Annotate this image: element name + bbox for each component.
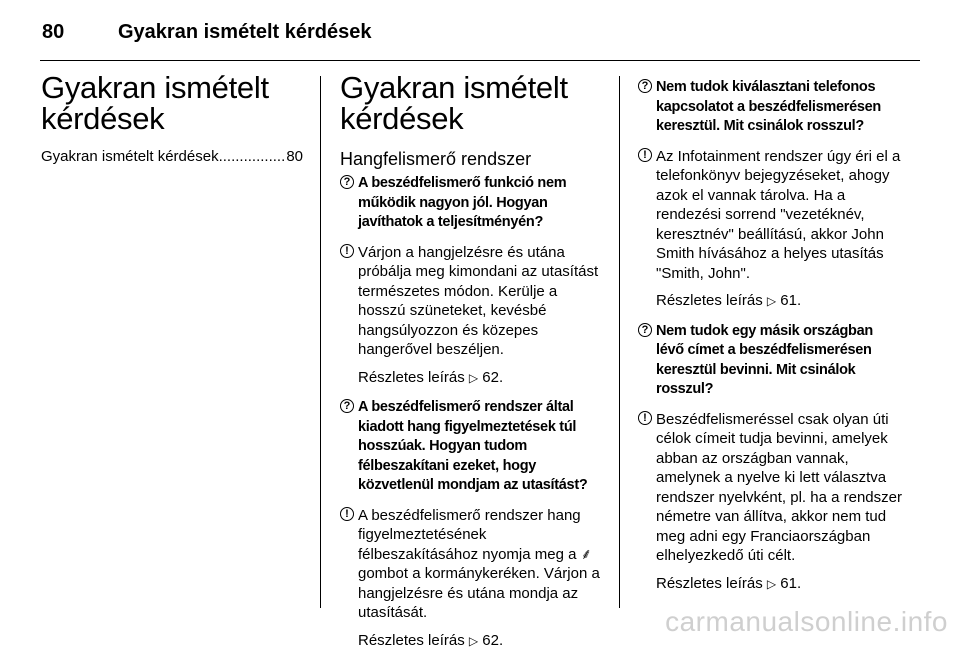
toc-entry-label: Gyakran ismételt kérdések xyxy=(41,148,219,165)
voice-button-icon: ⸙ xyxy=(580,545,592,563)
watermark: carmanualsonline.info xyxy=(665,606,948,637)
question-mark-icon: ? xyxy=(638,79,652,93)
header-rule xyxy=(40,60,920,61)
answer-block xyxy=(340,243,602,389)
reference-arrow-icon: ▷ xyxy=(766,576,777,591)
answer-text: Beszédfelismeréssel csak olyan úti célok címeit tudja bevinni, amelyek abban az országban vannak, amelynek a nyelve ki lett választva rendszer nyelvként, pl. ha a rendszer németre van állítva, akkor nem tud meg adni egy Franciaországban elhelyezkedő úti célt. xyxy=(656,410,902,564)
exclamation-mark-icon: ! xyxy=(638,411,652,425)
toc-entry[interactable] xyxy=(41,148,303,165)
section-heading: Gyakran ismételt kérdések xyxy=(340,70,568,136)
question-mark-icon: ? xyxy=(340,175,354,189)
reference-arrow-icon: ▷ xyxy=(766,294,777,308)
question-block xyxy=(638,322,902,400)
question-mark-icon: ? xyxy=(638,323,652,337)
answer-text: A beszédfelismerő rendszer hang figyelmeztetésének félbeszakításához nyomja meg a ⸙ gombot a kormánykeréken. Várjon a hangjelzésre és utána mondja az utasítását. xyxy=(358,506,600,621)
question-text: A beszédfelismerő funkció nem működik nagyon jól. Hogyan javíthatok a teljesítményén? xyxy=(358,175,567,230)
answer-block xyxy=(340,506,602,652)
question-mark-icon: ? xyxy=(340,399,354,413)
toc-leader-dots xyxy=(219,148,287,165)
page-header xyxy=(42,14,372,50)
reference-line[interactable]: Részletes leírás ▷ 62. xyxy=(358,631,504,649)
reference-line[interactable]: Részletes leírás ▷ 62. xyxy=(358,368,504,386)
reference-line[interactable]: Részletes leírás ▷ 61. xyxy=(656,574,802,592)
running-title: Gyakran ismételt kérdések xyxy=(118,20,372,43)
column-divider xyxy=(619,76,620,608)
content-column-1 xyxy=(340,72,602,661)
reference-arrow-icon: ▷ xyxy=(468,370,479,385)
toc-column xyxy=(41,72,303,165)
toc-heading: Gyakran ismételt kérdések xyxy=(41,70,269,136)
page-number: 80 xyxy=(42,20,65,43)
question-text: Nem tudok kiválasztani telefonos kapcsolatot a beszédfelismerésen keresztül. Mit csinálok rosszul? xyxy=(656,79,881,134)
exclamation-mark-icon: ! xyxy=(340,244,354,258)
question-block xyxy=(638,78,902,137)
exclamation-mark-icon: ! xyxy=(638,148,652,162)
column-divider xyxy=(320,76,321,608)
subsection-heading: Hangfelismerő rendszer xyxy=(340,149,532,169)
answer-block xyxy=(638,147,902,312)
question-block xyxy=(340,398,602,496)
answer-text: Az Infotainment rendszer úgy éri el a telefonkönyv bejegyzéseket, ahogy azok el vannak tárolva. Ha a rendezési sorrend "vezetéknév, keresztnév" beállítású, akkor John Smith hívásához a helyes utasítás "Smith, John". xyxy=(656,147,901,282)
answer-block xyxy=(638,410,902,595)
reference-arrow-icon: ▷ xyxy=(468,633,479,648)
toc-entry-page: 80 xyxy=(286,148,303,165)
content-column-2 xyxy=(638,78,902,604)
question-block xyxy=(340,174,602,233)
question-text: A beszédfelismerő rendszer által kiadott hang figyelmeztetések túl hosszúak. Hogyan tudom félbeszakítani ezeket, hogy közvetlenül mondjam az utasítást? xyxy=(358,399,588,493)
answer-text: Várjon a hangjelzésre és utána próbálja meg kimondani az utasítást természetes módon. Kerülje a hosszú szüneteket, kevésbé hangsúlyozzon és közepes hangerővel beszéljen. xyxy=(358,243,599,358)
exclamation-mark-icon: ! xyxy=(340,507,354,521)
question-text: Nem tudok egy másik országban lévő címet a beszédfelismerésen keresztül bevinni. Mit csinálok rosszul? xyxy=(656,322,873,397)
reference-line[interactable]: Részletes leírás ▷ 61. xyxy=(656,292,802,309)
